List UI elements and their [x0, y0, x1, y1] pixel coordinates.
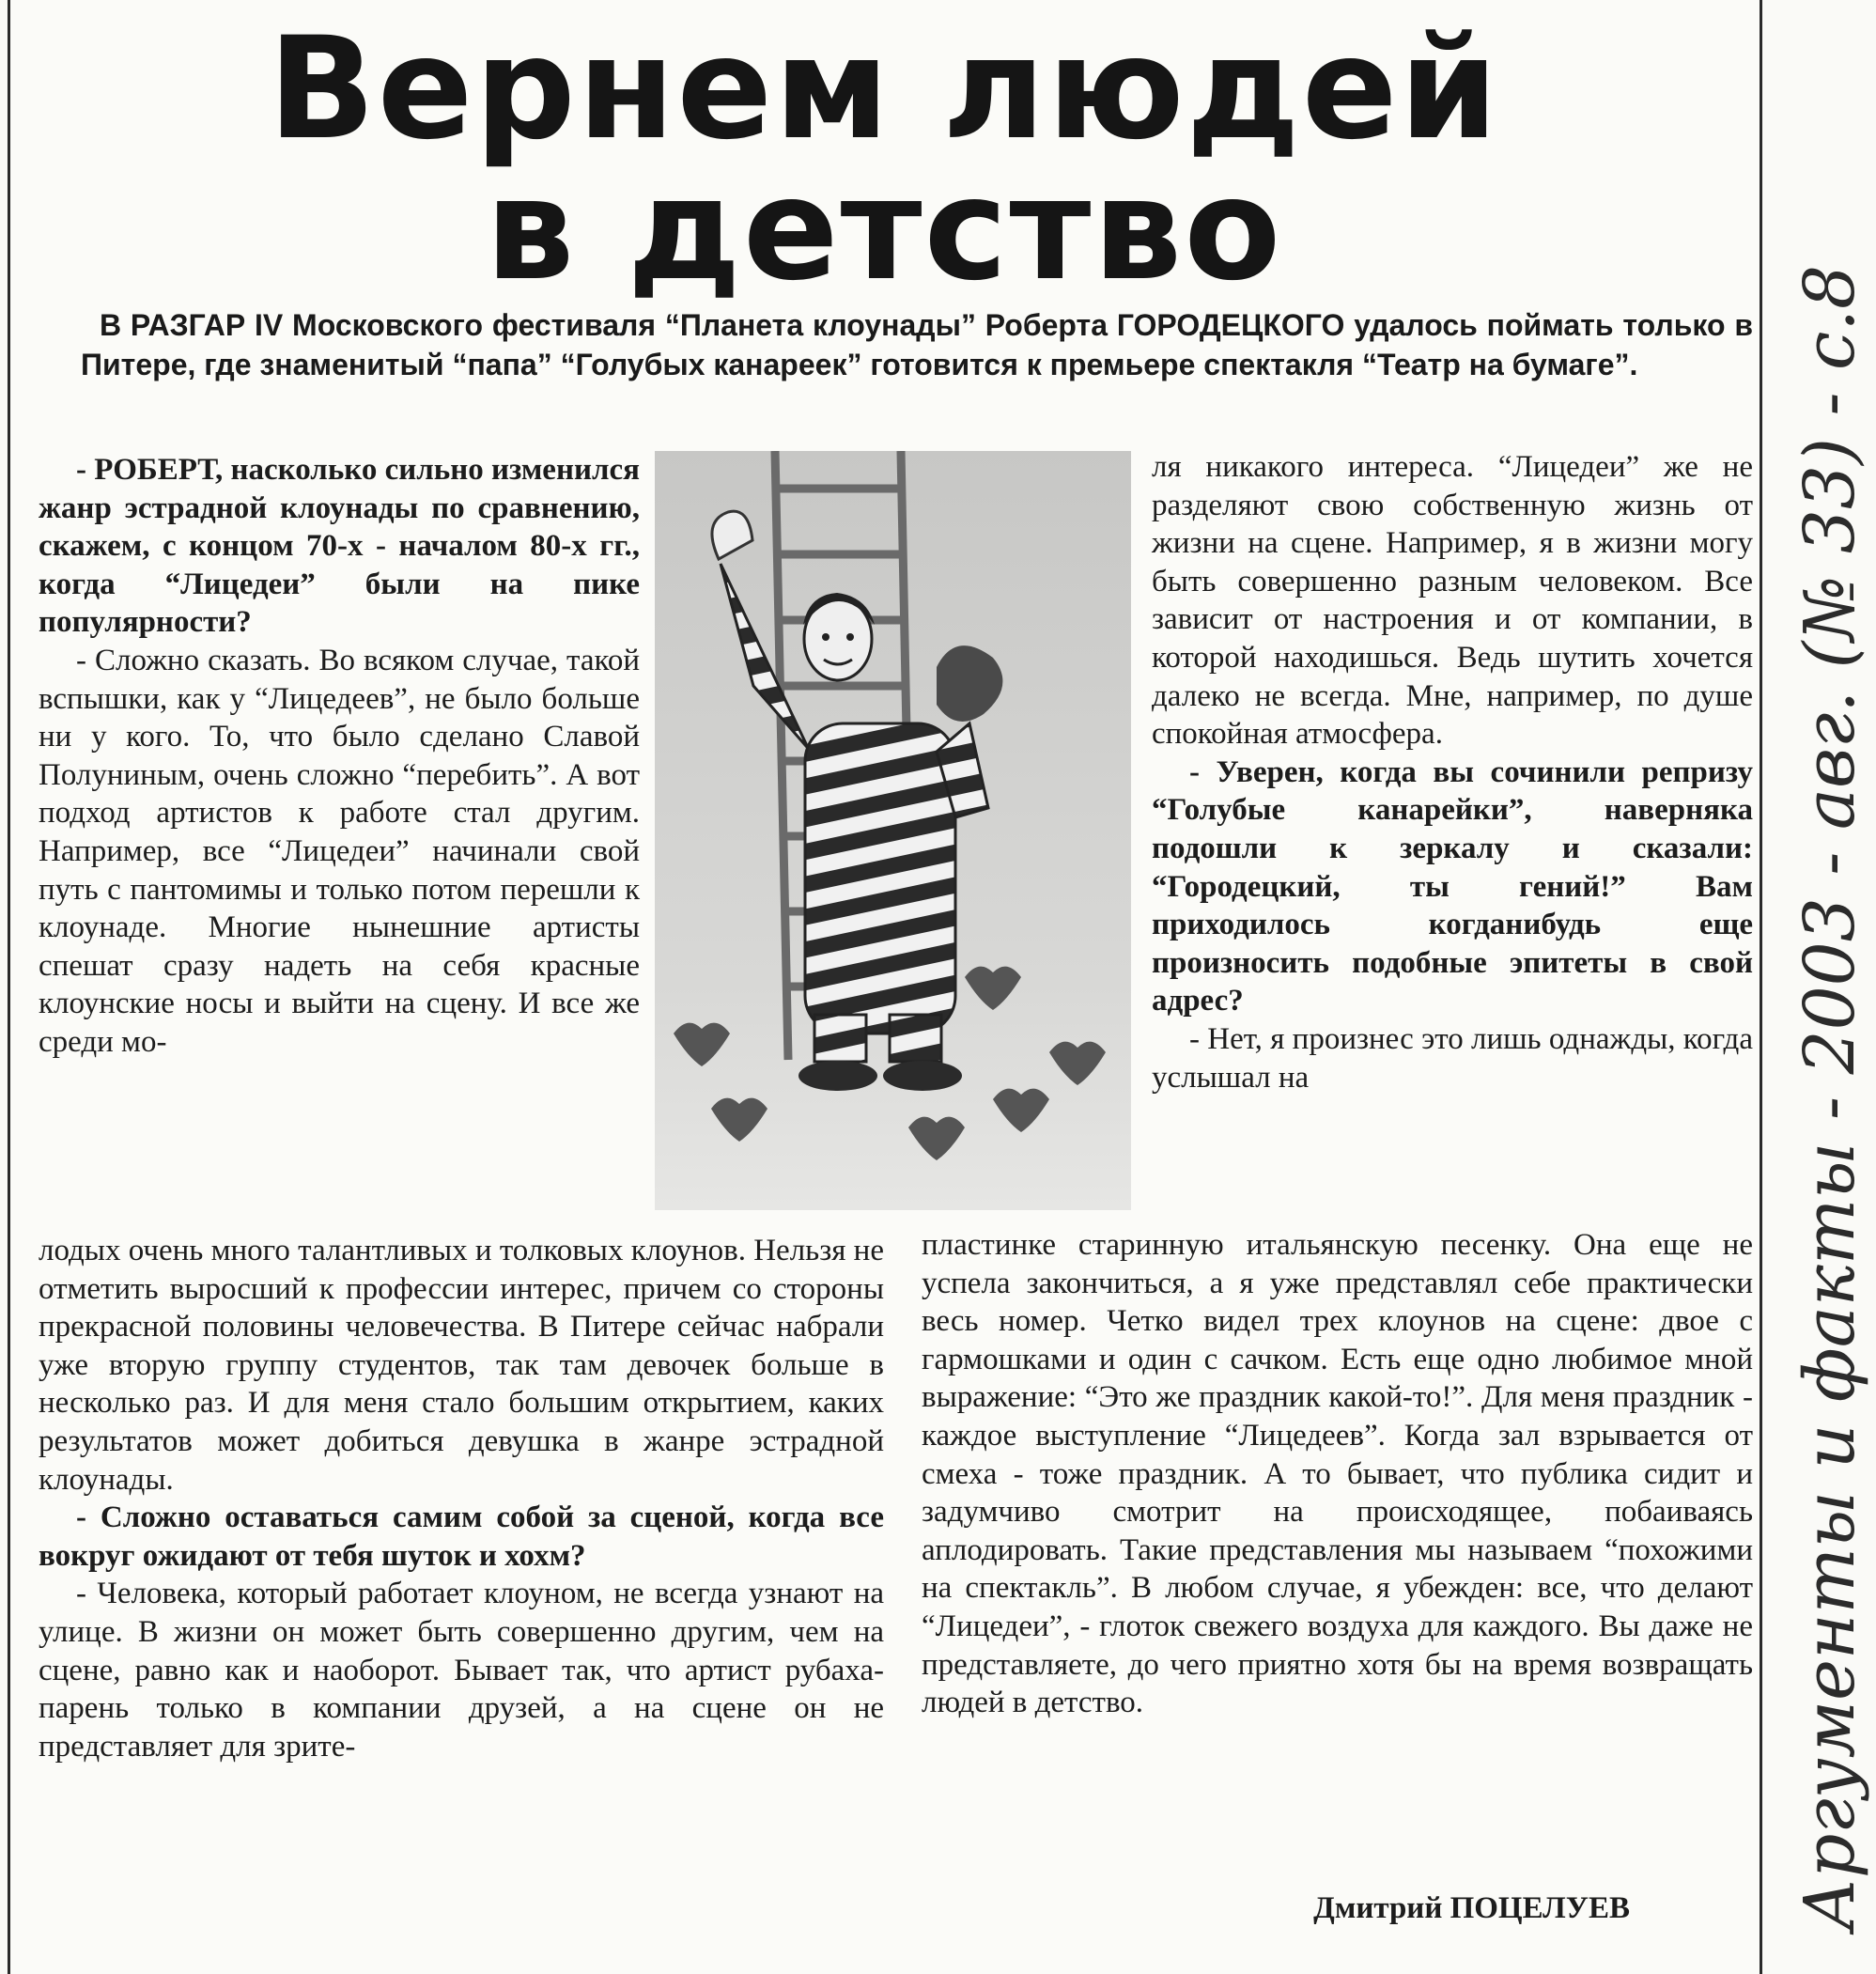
article-lead: В РАЗГАР IV Московского фестиваля “Планета клоунады” Роберта ГОРОДЕЦКОГО удалось поймать только в Питере, где знаменитый “папа” “Голубых канареек” готовится к премьере спектакля “Театр на бумаге”. — [81, 308, 1753, 381]
answer-1: - Сложно сказать. Во всяком случае, такой вспышки, как у “Лицедеев”, не было больше ни у кого. То, что было сделано Славой Полуниным, очень сложно “перебить”. А вот подход артистов к работе стал другим. Например, все “Лицедеи” начинали свой путь с пантомимы и только потом перешли к клоунаде. Многие нынешние артисты спешат сразу надеть на себя красные клоунские носы и выйти на сцену. И все же среди мо- — [39, 643, 640, 1059]
author-byline: Дмитрий ПОЦЕЛУЕВ — [1313, 1891, 1630, 1925]
question-2: - Сложно оставаться самим собой за сценой, когда все вокруг ожидают от тебя шуток и хохм? — [39, 1500, 884, 1573]
headline-line-2: в детство — [485, 148, 1283, 312]
answer-3: - Нет, я произнес это лишь однажды, когда услышал на — [1152, 1021, 1753, 1095]
handwritten-source-note: Аргументы и факты - 2003 - авг. (№ 33) - с.8 — [1790, 264, 1870, 1931]
headline-line-1: Вернем людей — [268, 8, 1500, 171]
right-column — [1152, 448, 1753, 1096]
question-3: - Уверен, когда вы сочинили репризу “Голубые канарейки”, наверняка подошли к зеркалу и сказали: “Городецкий, ты гений!” Вам приходилось когданибудь еще произносить подобные эпитеты в свой адрес? — [1152, 754, 1753, 1018]
clown-photo — [655, 451, 1131, 1210]
right-column-continued — [922, 1226, 1753, 1722]
answer-2: - Человека, который работает клоуном, не всегда узнают на улице. В жизни он может быть совершенно другим, чем на сцене, равно как и наоборот. Бывает так, что артист рубаха-парень только в компании друзей, а на сцене он не представляет для зрите- — [39, 1577, 884, 1764]
answer-3-continued: пластинке старинную итальянскую песенку. Она еще не успела закончиться, а я уже представлял себе практически весь номер. Четко видел трех клоунов на сцене: двое с гармошками и один с сачком. Есть еще одно любимое мной выражение: “Это же праздник какой-то!”. Для меня праздник - каждое выступление “Лицедеев”. Когда зал взрывается от смеха - тоже праздник. А то бывает, что публика сидит и задумчиво смотрит на происходящее, побаиваясь аплодировать. Такие представления мы называем “похожими на спектакль”. В любом случае, я убежден: все, что делают “Лицедеи”, - глоток свежего воздуха для каждого. Вы даже не представляете, до чего приятно хотя бы на время возвращать людей в детство. — [922, 1228, 1753, 1720]
newspaper-clipping — [8, 0, 1762, 1974]
left-column-continued — [39, 1232, 884, 1765]
answer-2-continued: ля никакого интереса. “Лицедеи” же не разделяют свою собственную жизнь от жизни на сцене. Например, я в жизни могу быть совершенно разным человеком. Все зависит от настроения и от компании, в которой находишься. Ведь шутить хочется далеко не всегда. Мне, например, по душе спокойная атмосфера. — [1152, 450, 1753, 752]
question-1: - РОБЕРТ, насколько сильно изменился жанр эстрадной клоунады по сравнению, скажем, с концом 70-х - началом 80-х гг., когда “Лицедеи” были на пике популярности? — [39, 453, 640, 640]
left-column — [39, 451, 640, 1062]
answer-1-continued: лодых очень много талантливых и толковых клоунов. Нельзя не отметить выросший к профессии интерес, причем со стороны прекрасной половины человечества. В Питере сейчас набрали уже вторую группу студентов, так там девочек больше в несколько раз. И для меня стало большим открытием, каких результатов может добиться девушка в жанре эстрадной клоунады. — [39, 1234, 884, 1497]
